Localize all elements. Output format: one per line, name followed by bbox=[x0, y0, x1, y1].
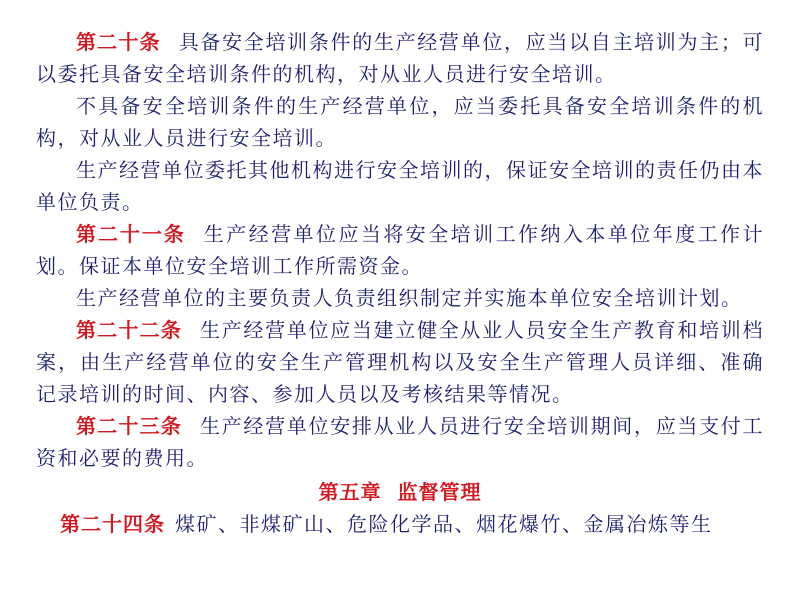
article-20-number: 第二十条 bbox=[76, 30, 161, 54]
article-22-text-1: 生产经营单位应当建立健全从业人员安全生产教育和培训档案，由生产经营单位的安全生产管理机构以及安全生产管理人员详细、准确记录培训的时间、内容、参加人员以及考核结果等情况。 bbox=[36, 318, 764, 406]
article-23-paragraph-1 bbox=[36, 410, 764, 474]
article-21-number: 第二十一条 bbox=[76, 222, 186, 246]
article-23-text-1: 生产经营单位安排从业人员进行安全培训期间，应当支付工资和必要的费用。 bbox=[36, 414, 764, 470]
article-20-paragraph-2: 不具备安全培训条件的生产经营单位，应当委托具备安全培训条件的机构，对从业人员进行安全培训。 bbox=[36, 94, 764, 150]
article-21-text-1: 生产经营单位应当将安全培训工作纳入本单位年度工作计划。保证本单位安全培训工作所需资金。 bbox=[36, 222, 765, 278]
article-22-number: 第二十二条 bbox=[76, 318, 182, 342]
article-24-paragraph-1 bbox=[36, 508, 764, 540]
article-20-text-1: 具备安全培训条件的生产经营单位，应当以自主培训为主；可以委托具备安全培训条件的机构，对从业人员进行安全培训。 bbox=[36, 30, 765, 86]
article-23-number: 第二十三条 bbox=[76, 414, 182, 438]
article-22-paragraph-1 bbox=[36, 314, 764, 410]
article-24-text-1: 煤矿、非煤矿山、危险化学品、烟花爆竹、金属冶炼等生 bbox=[175, 512, 713, 536]
article-21-paragraph-2: 生产经营单位的主要负责人负责组织制定并实施本单位安全培训计划。 bbox=[76, 286, 743, 310]
article-24-number: 第二十四条 bbox=[60, 512, 165, 536]
chapter-title: 第五章 监督管理 bbox=[318, 480, 482, 504]
article-21-paragraph-1 bbox=[36, 218, 764, 282]
article-20-paragraph-3: 生产经营单位委托其他机构进行安全培训的，保证安全培训的责任仍由本单位负责。 bbox=[36, 158, 764, 214]
article-20-paragraph-1 bbox=[36, 26, 764, 90]
